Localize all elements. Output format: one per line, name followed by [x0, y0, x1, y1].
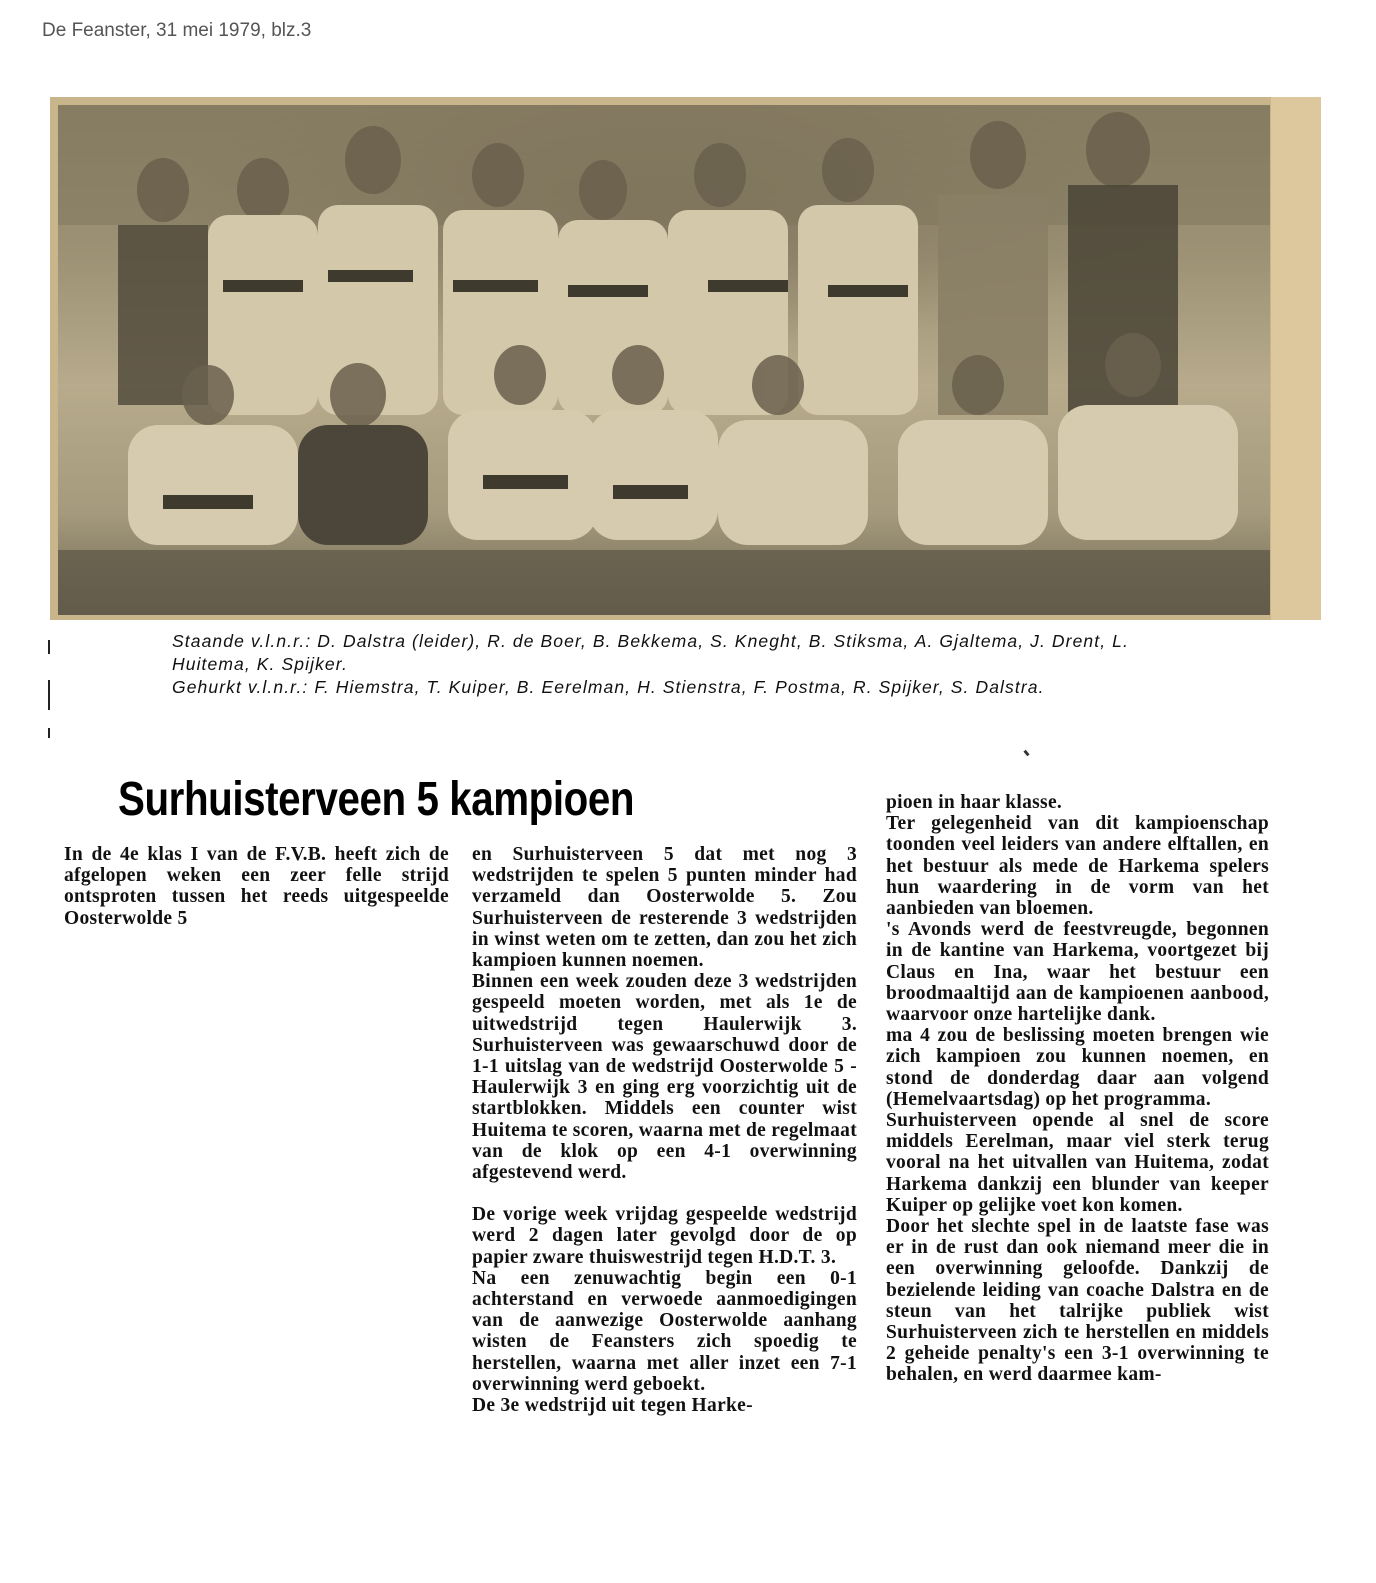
- article-paragraph: pioen in haar klasse.: [886, 792, 1063, 813]
- margin-mark: [48, 680, 50, 710]
- article-column-2: [472, 844, 857, 1416]
- team-photo-figures: [58, 105, 1270, 615]
- article-paragraph: Ter gelegenheid van dit kampioenschap toonden veel leiders van andere elftallen, en het bestuur als mede de Harkema spelers hun waardering in de vorm van het aanbieden van bloemen.: [886, 813, 1269, 920]
- photo-edge-strip: [1271, 97, 1321, 620]
- print-speck: [1023, 750, 1029, 757]
- caption-crouching-label: Gehurkt v.l.n.r.:: [172, 677, 309, 697]
- crouching-row-shirts: [128, 405, 1238, 545]
- caption-standing-label: Staande v.l.n.r.:: [172, 631, 312, 651]
- article-paragraph: In de 4e klas I van de F.V.B. heeft zich de afgelopen weken een zeer felle strijd ontsproten tussen het reeds uitgespeelde Oosterwolde 5: [64, 844, 449, 929]
- caption-standing: [172, 630, 1182, 676]
- team-photo-image: [58, 105, 1270, 615]
- team-photo: [50, 97, 1321, 620]
- article-paragraph: en Surhuisterveen 5 dat met nog 3 wedstrijden te spelen 5 punten minder had verzameld dan Oosterwolde 5. Zou Surhuisterveen de resterende 3 wedstrijden in winst weten om te zetten, dan zou het zich kampioen kunnen noemen.: [472, 844, 857, 972]
- photo-grass: [58, 550, 1270, 615]
- article-paragraph: Binnen een week zouden deze 3 wedstrijden gespeeld moeten worden, met als 1e de uitwedstrijd tegen Haulerwijk 3. Surhuisterveen was gewaarschuwd door de 1-1 uitslag van de wedstrijd Oosterwolde 5 - Haulerwijk 3 en ging erg voorzichtig uit de startblokken. Middels een counter wist Huitema te scoren, waarna met de regelmaat van de klok op een 4-1 overwinning afgestevend werd.: [472, 971, 857, 1184]
- article-headline: Surhuisterveen 5 kampioen: [118, 773, 635, 826]
- article-paragraph: De 3e wedstrijd uit tegen Harke-: [472, 1395, 753, 1417]
- paragraph-gap: [472, 1183, 857, 1204]
- article-paragraph: 's Avonds werd de feestvreugde, begonnen in de kantine van Harkema, voortgezet bij Claus en Ina, waar het bestuur een broodmaaltijd aan de kampioenen aanbood, waarvoor onze hartelijke dank.: [886, 919, 1269, 1026]
- article-paragraph: ma 4 zou de beslissing moeten brengen wie zich kampioen zou kunnen noemen, en stond de donderdag daar aan volgend (Hemelvaartsdag) op het programma.: [886, 1025, 1269, 1110]
- caption-standing-names: D. Dalstra (leider), R. de Boer, B. Bekkema, S. Kneght, B. Stiksma, A. Gjaltema, J. Drent, L. Huitema, K. Spijker.: [172, 631, 1129, 674]
- article-paragraph: Na een zenuwachtig begin een 0-1 achterstand en verwoede aanmoedigingen van de aanwezige Oosterwolde aanhang wisten de Feansters zich spoedig te herstellen, waarna met aller inzet een 7-1 overwinning werd geboekt.: [472, 1267, 857, 1395]
- article-paragraph: De vorige week vrijdag gespeelde wedstrijd werd 2 dagen later gevolgd door de op papier zware thuiswestrijd tegen H.D.T. 3.: [472, 1204, 857, 1268]
- article-column-3: [886, 792, 1269, 1386]
- photo-caption: [172, 630, 1182, 699]
- margin-mark: [48, 640, 50, 654]
- article-paragraph: Door het slechte spel in de laatste fase was er in de rust dan ook niemand meer die in een overwinning geloofde. Dankzij de bezielende leiding van coache Dalstra en de steun van het talrijke publiek wist Surhuisterveen zich te herstellen en middels 2 geheide penalty's een 3-1 overwinning te behalen, en werd daarmee kam-: [886, 1216, 1269, 1386]
- caption-crouching: [172, 676, 1182, 699]
- standing-row-shirts: [208, 205, 918, 415]
- article-paragraph: Surhuisterveen opende al snel de score middels Eerelman, maar viel sterk terug vooral na het uitvallen van Huitema, zodat Harkema dankzij een blunder van keeper Kuiper op gelijke voet kon komen.: [886, 1110, 1269, 1216]
- source-citation: De Feanster, 31 mei 1979, blz.3: [42, 20, 312, 41]
- margin-mark: [48, 728, 50, 738]
- article-column-1: [64, 844, 449, 929]
- caption-crouching-names: F. Hiemstra, T. Kuiper, B. Eerelman, H. Stienstra, F. Postma, R. Spijker, S. Dalstra.: [314, 677, 1045, 697]
